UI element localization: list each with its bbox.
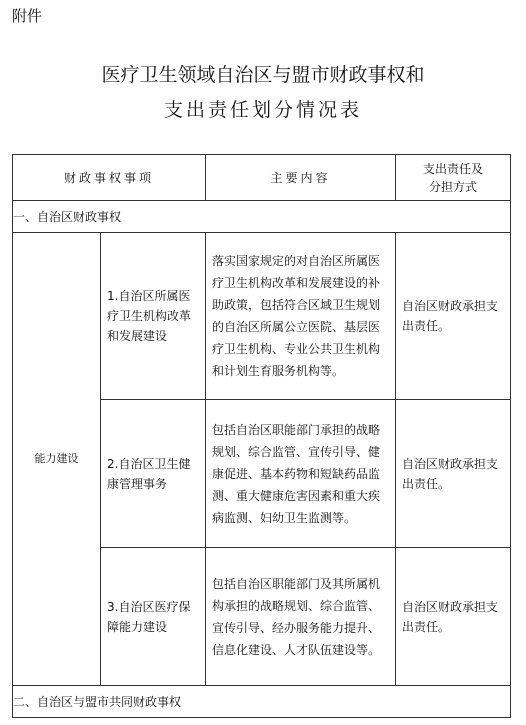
section-row: [13, 201, 511, 233]
row-item: 2.自治区卫生健康管理事务: [101, 400, 206, 548]
row-item: 3.自治区医疗保障能力建设: [101, 548, 206, 686]
row-content: 包括自治区职能部门承担的战略规划、综合监管、宣传引导、健康促进、基本药物和短缺药品监测、重大健康危害因素和重大疾病监测、妇幼卫生监测等。: [206, 400, 396, 548]
row-item: 1.自治区所属医疗卫生机构改革和发展建设: [101, 233, 206, 400]
header-matter: 财政事权事项: [13, 155, 206, 201]
table-row: [13, 233, 511, 400]
section-label-autonomous-region: 一、自治区财政事权: [13, 201, 511, 233]
document-title-line-2: 支出责任划分情况表: [163, 99, 362, 121]
header-content: 主要内容: [206, 155, 396, 201]
table-header-row: [13, 155, 511, 201]
row-content: 落实国家规定的对自治区所属医疗卫生机构改革和发展建设的补助政策，包括符合区域卫生规划的自治区所属公立医院、基层医疗卫生机构、专业公共卫生机构和计划生育服务机构等。: [206, 233, 396, 400]
header-responsibility-text: 支出责任及分担方式: [423, 161, 484, 194]
row-responsibility: 自治区财政承担支出责任。: [396, 233, 511, 400]
category-cell: 能力建设: [13, 233, 101, 686]
attachment-label: 附件: [12, 7, 43, 25]
document-title-line-1: 医疗卫生领域自治区与盟市财政事权和: [101, 64, 425, 86]
section-label-shared: 二、自治区与盟市共同财政事权: [13, 686, 511, 718]
row-responsibility: 自治区财政承担支出责任。: [396, 548, 511, 686]
header-responsibility: [396, 155, 511, 201]
section-row: [13, 686, 511, 718]
row-responsibility: 自治区财政承担支出责任。: [396, 400, 511, 548]
responsibility-table: [12, 154, 511, 718]
row-content: 包括自治区职能部门及其所属机构承担的战略规划、综合监管、宣传引导、经办服务能力提升、信息化建设、人才队伍建设等。: [206, 548, 396, 686]
